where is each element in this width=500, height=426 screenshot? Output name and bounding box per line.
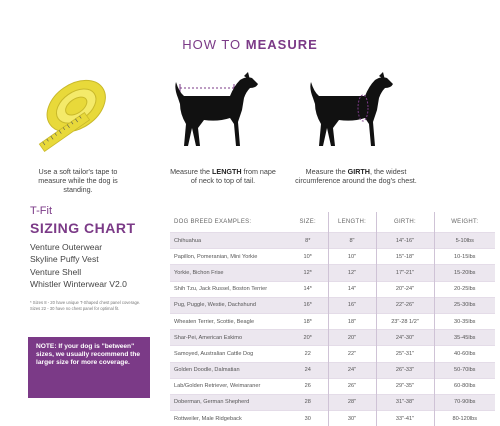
- cell-weight: 60-80lbs: [434, 378, 495, 394]
- cell-length: 26": [328, 378, 376, 394]
- cell-size: 26: [288, 378, 328, 394]
- cell-breed: Doberman, German Shepherd: [170, 394, 288, 410]
- cell-weight: 50-70lbs: [434, 362, 495, 378]
- cell-length: 28": [328, 394, 376, 410]
- cell-breed: Golden Doodle, Dalmatian: [170, 362, 288, 378]
- cell-size: 30: [288, 411, 328, 426]
- dog-girth-illustration: [295, 58, 405, 168]
- header-size: SIZE:: [299, 219, 316, 225]
- header-girth: GIRTH:: [376, 212, 434, 233]
- table-row: [170, 346, 495, 362]
- sizing-table: [170, 212, 495, 426]
- heading-light: HOW TO: [182, 37, 246, 52]
- table-row: [170, 330, 495, 346]
- length-caption-bold: LENGTH: [212, 167, 242, 176]
- table-row: [170, 411, 495, 426]
- cell-girth: 14"-16": [376, 233, 434, 249]
- girth-caption: [295, 167, 417, 185]
- cell-size: 18*: [288, 313, 328, 329]
- cell-length: 12": [328, 265, 376, 281]
- cell-weight: 70-90lbs: [434, 394, 495, 410]
- header-length: LENGTH:: [328, 212, 376, 233]
- cell-breed: Rottweiler, Male Ridgeback: [170, 411, 288, 426]
- heading-bold: MEASURE: [245, 37, 318, 52]
- cell-girth: 15"-18": [376, 249, 434, 265]
- cell-girth: 23"-28 1/2": [376, 313, 434, 329]
- dog-length-illustration: [160, 58, 270, 168]
- how-to-measure-heading: [0, 37, 500, 52]
- cell-breed: Yorkie, Bichon Frise: [170, 265, 288, 281]
- girth-caption-bold: GIRTH: [347, 167, 370, 176]
- tape-caption: Use a soft tailor's tape to measure while the dog is standing.: [38, 167, 118, 194]
- cell-breed: Shar-Pei, American Eskimo: [170, 330, 288, 346]
- product-item: Venture Outerwear: [30, 242, 103, 252]
- cell-length: 22": [328, 346, 376, 362]
- cell-weight: 20-25lbs: [434, 281, 495, 297]
- cell-weight: 25-30lbs: [434, 297, 495, 313]
- girth-caption-pre: Measure the: [305, 167, 348, 176]
- cell-length: 24": [328, 362, 376, 378]
- table-row: [170, 378, 495, 394]
- cell-weight: 40-60lbs: [434, 346, 495, 362]
- cell-girth: 20"-24": [376, 281, 434, 297]
- cell-size: 14*: [288, 281, 328, 297]
- length-caption: [168, 167, 278, 185]
- cell-length: 30": [328, 411, 376, 426]
- cell-girth: 22"-26": [376, 297, 434, 313]
- cell-length: 8": [328, 233, 376, 249]
- cell-weight: 30-35lbs: [434, 313, 495, 329]
- cell-length: 16": [328, 297, 376, 313]
- table-row: [170, 362, 495, 378]
- product-item: Whistler Winterwear V2.0: [30, 279, 127, 290]
- table-row: [170, 394, 495, 410]
- cell-girth: 25"-31": [376, 346, 434, 362]
- product-list: [30, 241, 127, 291]
- product-item: Skyline Puffy Vest: [30, 254, 99, 265]
- cell-breed: Pug, Puggle, Westie, Dachshund: [170, 297, 288, 313]
- cell-breed: Lab/Golden Retriever, Weimaraner: [170, 378, 288, 394]
- cell-size: 8*: [288, 233, 328, 249]
- measuring-tape-icon: [20, 58, 130, 168]
- cell-girth: 26"-33": [376, 362, 434, 378]
- cell-breed: Wheaten Terrier, Scottie, Beagle: [170, 313, 288, 329]
- cell-length: 18": [328, 313, 376, 329]
- cell-breed: Papillon, Pomeranian, Mini Yorkie: [170, 249, 288, 265]
- table-row: [170, 249, 495, 265]
- cell-breed: Chihuahua: [170, 233, 288, 249]
- cell-weight: 80-120lbs: [434, 411, 495, 426]
- cell-girth: 29"-35": [376, 378, 434, 394]
- sizing-chart-title: SIZING CHART: [30, 220, 136, 236]
- product-item: Venture Shell: [30, 266, 82, 277]
- table-row: [170, 313, 495, 329]
- size-footnote: * Sizes 8 - 20 have unique T-Shaped chest panel coverage. Sizes 22 - 30 have no chest panel for optimal fit.: [30, 300, 141, 311]
- cell-weight: 10-15lbs: [434, 249, 495, 265]
- cell-weight: 5-10lbs: [434, 233, 495, 249]
- cell-size: 10*: [288, 249, 328, 265]
- cell-length: 20": [328, 330, 376, 346]
- table-row: [170, 265, 495, 281]
- cell-size: 20*: [288, 330, 328, 346]
- table-row: [170, 281, 495, 297]
- length-caption-post: from nape of neck to top of tail.: [190, 167, 276, 185]
- table-row: [170, 233, 495, 249]
- cell-girth: 33"-41": [376, 411, 434, 426]
- sizing-note: NOTE: If your dog is "between" sizes, we usually recommend the larger size for more coverage.: [28, 337, 150, 398]
- cell-size: 24: [288, 362, 328, 378]
- cell-weight: 35-45lbs: [434, 330, 495, 346]
- cell-girth: 24"-30": [376, 330, 434, 346]
- length-caption-pre: Measure the: [170, 167, 213, 176]
- header-breed: DOG BREED EXAMPLES:: [174, 219, 252, 225]
- cell-size: 16*: [288, 297, 328, 313]
- cell-girth: 17"-21": [376, 265, 434, 281]
- cell-size: 12*: [288, 265, 328, 281]
- table-row: [170, 297, 495, 313]
- cell-length: 10": [328, 249, 376, 265]
- tfit-label: T-Fit: [30, 205, 52, 217]
- cell-size: 22: [288, 346, 328, 362]
- cell-weight: 15-20lbs: [434, 265, 495, 281]
- cell-length: 14": [328, 281, 376, 297]
- cell-size: 28: [288, 394, 328, 410]
- cell-breed: Samoyed, Australian Cattle Dog: [170, 346, 288, 362]
- cell-girth: 31"-38": [376, 394, 434, 410]
- girth-caption-post: , the widest circumference around the dog's chest.: [295, 167, 417, 185]
- table-header-row: [170, 212, 495, 233]
- cell-breed: Shih Tzu, Jack Russel, Boston Terrier: [170, 281, 288, 297]
- header-weight: WEIGHT:: [434, 212, 495, 233]
